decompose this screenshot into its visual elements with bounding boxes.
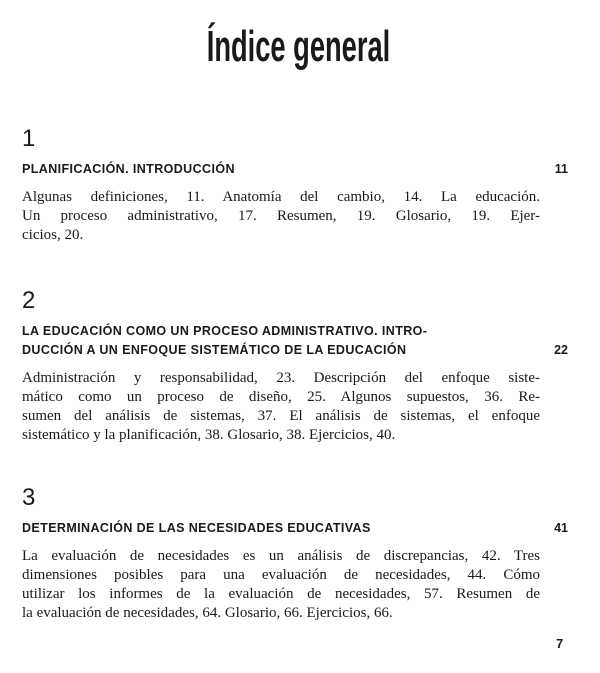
chapter-heading — [22, 519, 542, 538]
chapter-page-number: 41 — [554, 521, 568, 535]
folio-page-number: 7 — [556, 636, 564, 651]
chapter-contents — [22, 547, 540, 623]
contents-line: mático como un proceso de diseño, 25. Algunos supuestos, 36. Re- — [22, 389, 540, 405]
contents-line: La evaluación de necesidades es un análisis de discrepancias, 42. Tres — [22, 548, 540, 564]
contents-line: la evaluación de necesidades, 64. Glosario, 66. Ejercicios, 66. — [22, 605, 393, 621]
chapter-page-number: 22 — [554, 343, 568, 357]
chapter-page-number: 11 — [554, 162, 568, 176]
page-title: Índice general — [206, 22, 391, 71]
contents-line: sistemático y la planificación, 38. Glosario, 38. Ejercicios, 40. — [22, 427, 396, 443]
chapter-heading — [22, 322, 542, 360]
contents-line: utilizar los informes de la evaluación de necesidades, 57. Resumen de — [22, 586, 540, 602]
contents-line: dimensiones posibles para una evaluación de necesidades, 44. Cómo — [22, 567, 540, 583]
chapter-2 — [22, 286, 568, 445]
chapter-number: 1 — [22, 125, 36, 152]
contents-line: cicios, 20. — [22, 227, 84, 243]
chapter-3 — [22, 483, 568, 623]
chapter-1 — [22, 124, 568, 245]
chapter-number: 3 — [22, 484, 36, 511]
chapter-contents — [22, 188, 540, 245]
heading-line: DUCCIÓN A UN ENFOQUE SISTEMÁTICO DE LA EDUCACIÓN — [22, 343, 407, 357]
contents-line: Algunas definiciones, 11. Anatomía del cambio, 14. La educación. — [22, 189, 540, 205]
contents-line: Administración y responsabilidad, 23. Descripción del enfoque siste- — [22, 370, 540, 386]
heading-line: LA EDUCACIÓN COMO UN PROCESO ADMINISTRATIVO. INTRO- — [22, 324, 428, 338]
chapter-number: 2 — [22, 287, 36, 314]
chapter-contents — [22, 369, 540, 445]
contents-line: Un proceso administrativo, 17. Resumen, 19. Glosario, 19. Ejer- — [22, 208, 540, 224]
contents-line: sumen del análisis de sistemas, 37. El análisis de sistemas, el enfoque — [22, 408, 540, 424]
heading-line: DETERMINACIÓN DE LAS NECESIDADES EDUCATIVAS — [22, 521, 371, 535]
chapter-heading — [22, 160, 542, 179]
heading-line: PLANIFICACIÓN. INTRODUCCIÓN — [22, 162, 235, 176]
